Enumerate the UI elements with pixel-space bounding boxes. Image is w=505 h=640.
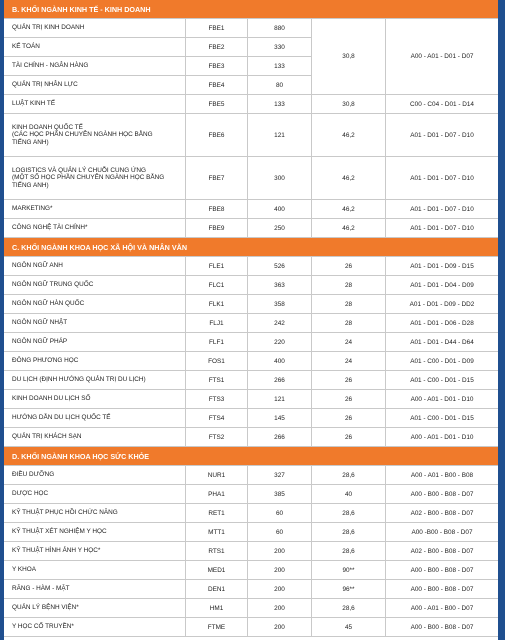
program-code: FBE9 (186, 219, 248, 237)
program-code: RET1 (186, 504, 248, 522)
program-score: 28,6 (312, 599, 386, 617)
program-name: Y HỌC CỔ TRUYỀN* (4, 618, 186, 636)
program-score: 26 (312, 257, 386, 275)
program-code: FBE7 (186, 157, 248, 199)
program-code: FTS3 (186, 390, 248, 408)
program-quota: 266 (248, 371, 312, 389)
program-score: 28 (312, 314, 386, 332)
table-row (4, 428, 498, 447)
program-combination: A02 - B00 - B08 - D07 (410, 509, 474, 517)
program-combination: A01 - D01 - D07 - D10 (410, 174, 474, 182)
program-code: FBE4 (186, 76, 248, 94)
program-code: MED1 (186, 561, 248, 579)
program-name: KINH DOANH DU LỊCH SỐ (4, 390, 186, 408)
merged-row-group (4, 19, 498, 95)
program-name: DƯỢC HỌC (4, 485, 186, 503)
program-code: FTS1 (186, 371, 248, 389)
program-code: FBE2 (186, 38, 248, 56)
program-quota: 121 (248, 114, 312, 156)
merged-combination: A00 - A01 - D01 - D07 (386, 19, 498, 94)
program-combination: A01 - C00 - D01 - D15 (410, 414, 474, 422)
program-name: TÀI CHÍNH - NGÂN HÀNG (4, 57, 186, 75)
table-row (4, 390, 498, 409)
program-quota: 242 (248, 314, 312, 332)
program-name: NGÔN NGỮ ANH (4, 257, 186, 275)
program-score: 96** (312, 580, 386, 598)
program-name: KỸ THUẬT PHỤC HỒI CHỨC NĂNG (4, 504, 186, 522)
program-quota: 300 (248, 157, 312, 199)
program-score: 24 (312, 333, 386, 351)
program-code: FLF1 (186, 333, 248, 351)
program-quota: 526 (248, 257, 312, 275)
program-quota: 220 (248, 333, 312, 351)
program-combination: A01 - D01 - D07 - D10 (410, 224, 474, 232)
program-quota: 400 (248, 352, 312, 370)
program-name: KẾ TOÁN (4, 38, 186, 56)
program-score: 46,2 (312, 157, 386, 199)
program-code: FTS4 (186, 409, 248, 427)
program-combination: A01 - D01 - D04 - D09 (410, 281, 474, 289)
admission-table (4, 0, 498, 640)
program-code: DEN1 (186, 580, 248, 598)
program-name: RĂNG - HÀM - MẶT (4, 580, 186, 598)
program-combination: A01 - D01 - D07 - D10 (410, 205, 474, 213)
table-row (4, 114, 498, 157)
program-code: FBE8 (186, 200, 248, 218)
table-row (4, 618, 498, 637)
program-combination: A00 - B00 - B08 - D07 (410, 566, 474, 574)
table-row (4, 485, 498, 504)
table-row (4, 599, 498, 618)
program-quota: 266 (248, 428, 312, 446)
merged-score: 30,8 (312, 19, 386, 94)
program-score: 26 (312, 371, 386, 389)
program-combination: A01 - C00 - D01 - D09 (410, 357, 474, 365)
program-code: FBE1 (186, 19, 248, 37)
program-quota: 200 (248, 599, 312, 617)
table-row (4, 333, 498, 352)
program-score: 46,2 (312, 200, 386, 218)
program-quota: 250 (248, 219, 312, 237)
program-code: FOS1 (186, 352, 248, 370)
section-header: B. KHỐI NGÀNH KINH TẾ - KINH DOANH (4, 0, 498, 19)
program-combination: A00 - B00 - B08 - D07 (410, 490, 474, 498)
program-combination: A00 - B00 - B08 - D07 (410, 585, 474, 593)
program-name: KỸ THUẬT HÌNH ẢNH Y HỌC* (4, 542, 186, 560)
program-score: 24 (312, 352, 386, 370)
program-name: DU LỊCH (ĐỊNH HƯỚNG QUẢN TRỊ DU LỊCH) (4, 371, 186, 389)
program-combination: A00 - A01 - D01 - D10 (410, 395, 474, 403)
program-quota: 200 (248, 580, 312, 598)
program-name: CÔNG NGHỆ TÀI CHÍNH* (4, 219, 186, 237)
program-score: 26 (312, 409, 386, 427)
section-header: D. KHỐI NGÀNH KHOA HỌC SỨC KHỎE (4, 447, 498, 466)
program-name: HƯỚNG DẪN DU LỊCH QUỐC TẾ (4, 409, 186, 427)
program-quota: 385 (248, 485, 312, 503)
program-name: NGÔN NGỮ TRUNG QUỐC (4, 276, 186, 294)
program-quota: 358 (248, 295, 312, 313)
program-combination: A01 - D01 - D44 - D64 (410, 338, 474, 346)
table-row (4, 257, 498, 276)
program-code: FLJ1 (186, 314, 248, 332)
table-row (4, 523, 498, 542)
program-code: FTS2 (186, 428, 248, 446)
program-quota: 363 (248, 276, 312, 294)
program-score: 90** (312, 561, 386, 579)
program-quota: 200 (248, 618, 312, 636)
program-quota: 400 (248, 200, 312, 218)
table-row (4, 276, 498, 295)
program-name: KINH DOANH QUỐC TẾ (CÁC HỌC PHẦN CHUYÊN NGÀNH HỌC BẰNG TIẾNG ANH) (4, 114, 186, 156)
program-combination: A02 - B00 - B08 - D07 (410, 547, 474, 555)
table-row (4, 352, 498, 371)
table-row (4, 561, 498, 580)
program-score: 28,6 (312, 542, 386, 560)
program-quota: 200 (248, 561, 312, 579)
program-code: FLK1 (186, 295, 248, 313)
program-name: NGÔN NGỮ NHẬT (4, 314, 186, 332)
program-combination: A01 - C00 - D01 - D15 (410, 376, 474, 384)
program-code: RTS1 (186, 542, 248, 560)
program-combination: A00 - A01 - B00 - B08 (410, 471, 474, 479)
program-score: 28,6 (312, 466, 386, 484)
table-row (4, 219, 498, 238)
table-row (4, 371, 498, 390)
program-score: 40 (312, 485, 386, 503)
program-score: 45 (312, 618, 386, 636)
program-code: MTT1 (186, 523, 248, 541)
program-quota: 80 (248, 76, 312, 94)
program-quota: 60 (248, 504, 312, 522)
program-score: 28,6 (312, 504, 386, 522)
program-quota: 330 (248, 38, 312, 56)
table-row (4, 542, 498, 561)
program-name: ĐIỀU DƯỠNG (4, 466, 186, 484)
program-name: NGÔN NGỮ PHÁP (4, 333, 186, 351)
program-code: FBE3 (186, 57, 248, 75)
table-row (4, 295, 498, 314)
program-combination: A00 - A01 - B00 - D07 (410, 604, 474, 612)
table-row (4, 504, 498, 523)
program-score: 26 (312, 390, 386, 408)
program-score: 28 (312, 276, 386, 294)
table-row (4, 580, 498, 599)
table-row (4, 200, 498, 219)
program-code: FLC1 (186, 276, 248, 294)
program-code: NUR1 (186, 466, 248, 484)
program-code: FLE1 (186, 257, 248, 275)
program-score: 28,6 (312, 523, 386, 541)
program-combination: A01 - D01 - D09 - DD2 (409, 300, 475, 308)
program-quota: 200 (248, 542, 312, 560)
program-code: FBE5 (186, 95, 248, 113)
program-code: FTME (186, 618, 248, 636)
program-name: KỸ THUẬT XÉT NGHIỆM Y HỌC (4, 523, 186, 541)
program-name: QUẢN TRỊ KINH DOANH (4, 19, 186, 37)
program-name: LOGISTICS VÀ QUẢN LÝ CHUỖI CUNG ỨNG (MỘT SỐ HỌC PHẦN CHUYÊN NGÀNH HỌC BẰNG TIẾNG ANH) (4, 157, 186, 199)
program-name: QUẢN TRỊ NHÂN LỰC (4, 76, 186, 94)
program-name: QUẢN LÝ BỆNH VIỆN* (4, 599, 186, 617)
program-combination: A00 - A01 - D01 - D10 (410, 433, 474, 441)
program-score: 28 (312, 295, 386, 313)
program-score: 30,8 (312, 95, 386, 113)
program-quota: 60 (248, 523, 312, 541)
program-combination: A00 -B00 - B08 - D07 (411, 528, 473, 536)
program-combination: A01 - D01 - D07 - D10 (410, 131, 474, 139)
program-quota: 121 (248, 390, 312, 408)
table-row (4, 157, 498, 200)
program-quota: 327 (248, 466, 312, 484)
program-code: PHA1 (186, 485, 248, 503)
program-name: Y KHOA (4, 561, 186, 579)
program-combination: A00 - B00 - B08 - D07 (410, 623, 474, 631)
program-score: 26 (312, 428, 386, 446)
table-row (4, 409, 498, 428)
program-code: FBE6 (186, 114, 248, 156)
program-combination: A01 - D01 - D06 - D28 (410, 319, 474, 327)
table-row (4, 466, 498, 485)
program-name: ĐÔNG PHƯƠNG HỌC (4, 352, 186, 370)
program-code: HM1 (186, 599, 248, 617)
table-row (4, 95, 498, 114)
program-combination: C00 - C04 - D01 - D14 (410, 100, 474, 108)
program-name: MARKETING* (4, 200, 186, 218)
program-name: QUẢN TRỊ KHÁCH SẠN (4, 428, 186, 446)
program-score: 46,2 (312, 114, 386, 156)
program-name: LUẬT KINH TẾ (4, 95, 186, 113)
table-row (4, 314, 498, 333)
program-name: NGÔN NGỮ HÀN QUỐC (4, 295, 186, 313)
program-quota: 880 (248, 19, 312, 37)
program-quota: 133 (248, 57, 312, 75)
program-quota: 133 (248, 95, 312, 113)
section-header: C. KHỐI NGÀNH KHOA HỌC XÃ HỘI VÀ NHÂN VĂN (4, 238, 498, 257)
program-score: 46,2 (312, 219, 386, 237)
program-quota: 145 (248, 409, 312, 427)
program-combination: A01 - D01 - D09 - D15 (410, 262, 474, 270)
